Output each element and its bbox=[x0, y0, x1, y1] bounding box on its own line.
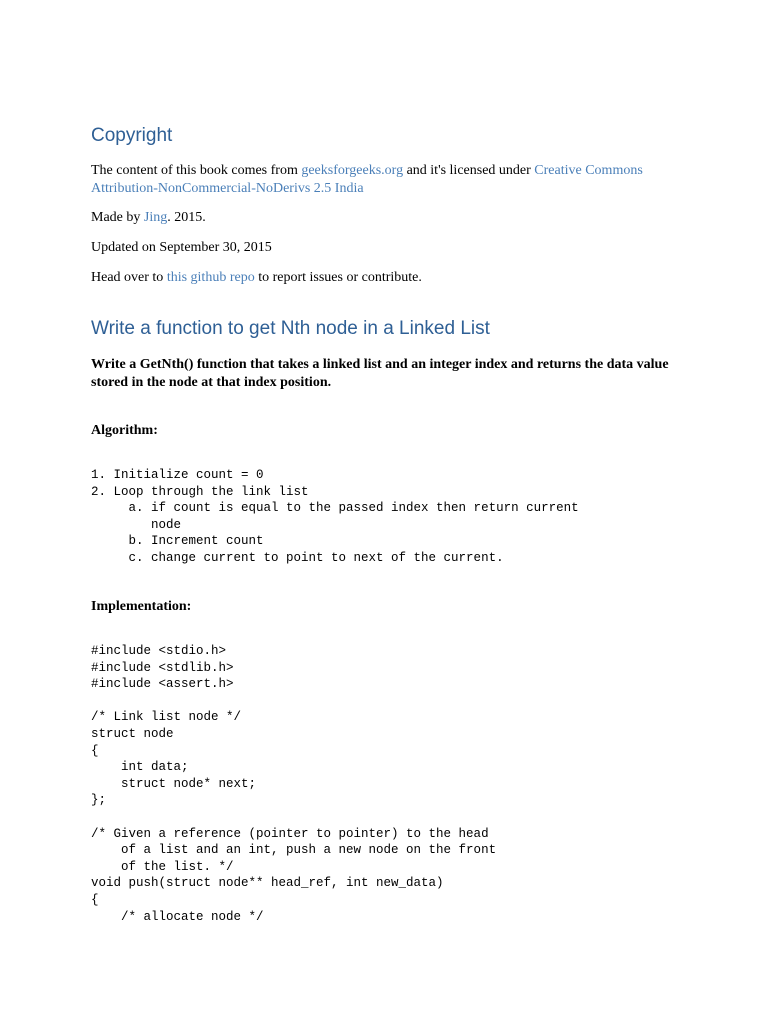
license-link[interactable]: Creative Commons Attribution-NonCommercial-NoDerivs 2.5 India bbox=[91, 163, 643, 196]
implementation-label: Implementation: bbox=[91, 599, 192, 614]
content-source-middle: and it's licensed under bbox=[403, 163, 535, 178]
updated-date-paragraph: Updated on September 30, 2015 bbox=[91, 240, 272, 255]
made-by-prefix: Made by bbox=[91, 210, 144, 225]
copyright-heading: Copyright bbox=[91, 125, 173, 146]
made-by-paragraph bbox=[91, 209, 671, 227]
geeksforgeeks-link[interactable]: geeksforgeeks.org bbox=[301, 163, 404, 178]
article-intro-paragraph: Write a GetNth() function that takes a linked list and an integer index and returns the data value stored in the node at that index position. bbox=[91, 357, 669, 390]
head-over-suffix: to report issues or contribute. bbox=[254, 270, 422, 285]
algorithm-code-block: 1. Initialize count = 0 2. Loop through the link list a. if count is equal to the passed index then return current node b. Increment count c. change current to point to next of the current. bbox=[91, 468, 579, 565]
head-over-prefix: Head over to bbox=[91, 270, 167, 285]
content-source-prefix: The content of this book comes from bbox=[91, 163, 302, 178]
algorithm-label: Algorithm: bbox=[91, 423, 158, 438]
implementation-code-block: #include <stdio.h> #include <stdlib.h> #include <assert.h> /* Link list node */ struct node { int data; struct node* next; }; /* Given a reference (pointer to pointer) to the head of a list and an int, push a new node on the front of the list. */ void push(struct node** head_ref, int new_data) { /* allocate node */ bbox=[91, 644, 497, 924]
author-link[interactable]: Jing bbox=[143, 210, 168, 225]
made-by-suffix: . 2015. bbox=[167, 210, 206, 225]
github-repo-link[interactable]: this github repo bbox=[166, 270, 255, 285]
head-over-paragraph bbox=[91, 269, 671, 287]
content-source-paragraph bbox=[91, 162, 671, 198]
article-heading: Write a function to get Nth node in a Linked List bbox=[91, 318, 490, 339]
